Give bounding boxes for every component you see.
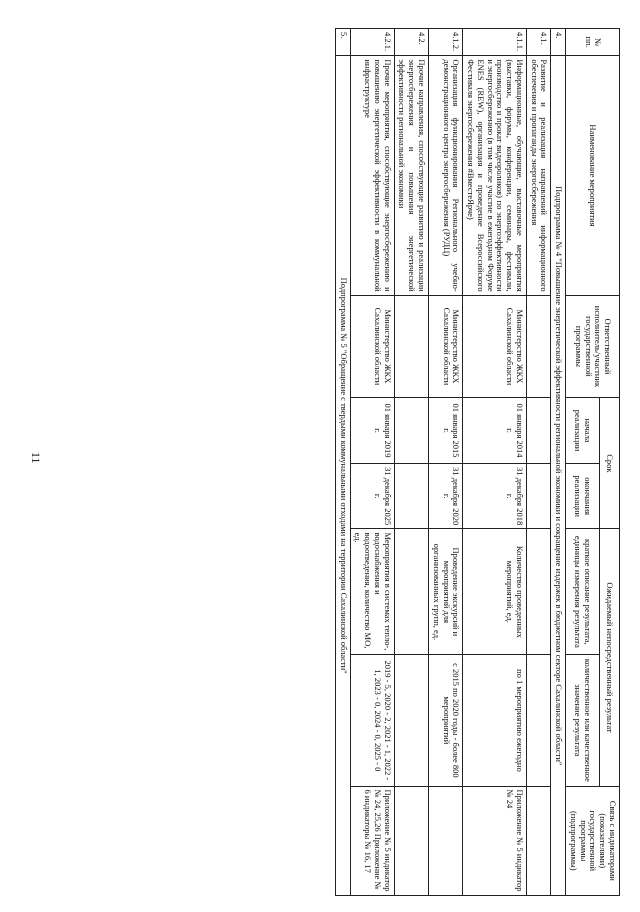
header-link: Связь с индикаторами (показателями) государственной программы (подпрограммы) <box>566 786 620 895</box>
row-desc: Мероприятия в системах тепло-, водоснабжения и водоотведения, количество МО, ед. <box>350 529 394 655</box>
row-responsible <box>394 295 428 398</box>
table-row <box>394 29 428 896</box>
row-desc: Проведение экскурсий и мероприятий для организованных групп, ед. <box>428 529 462 655</box>
row-qty: по 1 мероприятию ежегодно <box>463 655 527 786</box>
row-end: 31 декабря 2020 г. <box>428 463 462 529</box>
row-start: 01 января 2019 г. <box>350 398 394 464</box>
row-responsible: Министерство ЖКХ Сахалинской области <box>463 295 527 398</box>
row-qty: 2019 - 5, 2020 - 2, 2021 - 1, 2022 - 1, 2023 - 0, 2024 - 0, 2025 - 0 <box>350 655 394 786</box>
row-num: 4.1. <box>526 29 551 56</box>
table-row <box>463 29 527 896</box>
header-term-end: окончания реализации <box>566 463 600 529</box>
header-term: Срок <box>599 398 619 529</box>
row-qty: с 2015 по 2020 годы - более 800 мероприятий <box>428 655 462 786</box>
row-end <box>394 463 428 529</box>
row-link <box>428 786 462 895</box>
table-row-section-4 <box>551 29 566 896</box>
header-term-start: начала реализации <box>566 398 600 464</box>
row-link: Приложение № 5 индикатор № 24 <box>463 786 527 895</box>
row-link: Приложение № 5 индикатор № 24, 25,26 Приложение № 6 индикаторы № 16, 17 <box>350 786 394 895</box>
row-desc <box>526 529 551 655</box>
row-name: Информационные, обучающие, выставочные мероприятия (выставки, форумы, конференции, семинары, фестивали, производство и прокат видеороликов) по энергоэффективности и энергосбережению (в том числе участие в ежегодном Форуме ENES (REW), организация и проведение Всероссийского Фестиваля энергосбережения #ВместеЯрче) <box>463 56 527 295</box>
row-num: 4.1.2. <box>428 29 462 56</box>
table-row <box>350 29 394 896</box>
header-expected: Ожидаемый непосредственный результат <box>599 529 619 786</box>
row-responsible: Министерство ЖКХ Сахалинской области <box>428 295 462 398</box>
measures-table <box>335 28 620 896</box>
header-name: Наименование мероприятия <box>566 56 620 295</box>
header-responsible: Ответственный исполнитель/участник государственной программы <box>566 295 620 398</box>
row-num: 4. <box>551 29 566 56</box>
row-responsible: Министерство ЖКХ Сахалинской области <box>350 295 394 398</box>
section-title: Подпрограмма № 4 "Повышение энергетической эффективности региональной экономики и сокращение издержек в бюджетном секторе Сахалинской области" <box>551 56 566 896</box>
rotated-table-container <box>80 28 620 896</box>
table-row-section-5 <box>335 29 350 896</box>
row-qty <box>394 655 428 786</box>
row-desc <box>394 529 428 655</box>
table-row <box>428 29 462 896</box>
section-title: Подпрограмма № 5 "Обращение с твердыми коммунальными отходами на территории Сахалинской области" <box>335 56 350 896</box>
row-start <box>394 398 428 464</box>
row-start <box>526 398 551 464</box>
header-expected-qty: количественное или качественное значение результата <box>566 655 600 786</box>
header-expected-desc: краткое описание результата, единицы измерения результата <box>566 529 600 655</box>
header-num: № пп. <box>566 29 620 56</box>
page-number: 11 <box>29 452 43 464</box>
row-num: 5. <box>335 29 350 56</box>
row-desc: Количество проведенных мероприятий, ед. <box>463 529 527 655</box>
row-qty <box>526 655 551 786</box>
row-start: 01 января 2014 г. <box>463 398 527 464</box>
row-name: Организация функционирования Регионального учебно-демонстрационного центра энергосбережения (РУДЦ) <box>428 56 462 295</box>
row-name: Прочие направления, способствующие развитию и реализации энергосбережения и повышения энергетической эффективности региональной экономики <box>394 56 428 295</box>
row-link <box>394 786 428 895</box>
table-row <box>526 29 551 896</box>
row-name: Развитие и реализация направлений информационного обеспечения и пропаганды энергосбережения <box>526 56 551 295</box>
row-num: 4.2.1. <box>350 29 394 56</box>
row-responsible <box>526 295 551 398</box>
row-end: 31 декабря 2025 г. <box>350 463 394 529</box>
row-start: 01 января 2015 г. <box>428 398 462 464</box>
row-num: 4.2. <box>394 29 428 56</box>
row-name: Прочие мероприятия, способствующие энергосбережению и повышению энергетической эффективности в коммунальной инфраструктуре <box>350 56 394 295</box>
row-num: 4.1.1. <box>463 29 527 56</box>
row-end: 31 декабря 2018 г. <box>463 463 527 529</box>
row-link <box>526 786 551 895</box>
row-end <box>526 463 551 529</box>
